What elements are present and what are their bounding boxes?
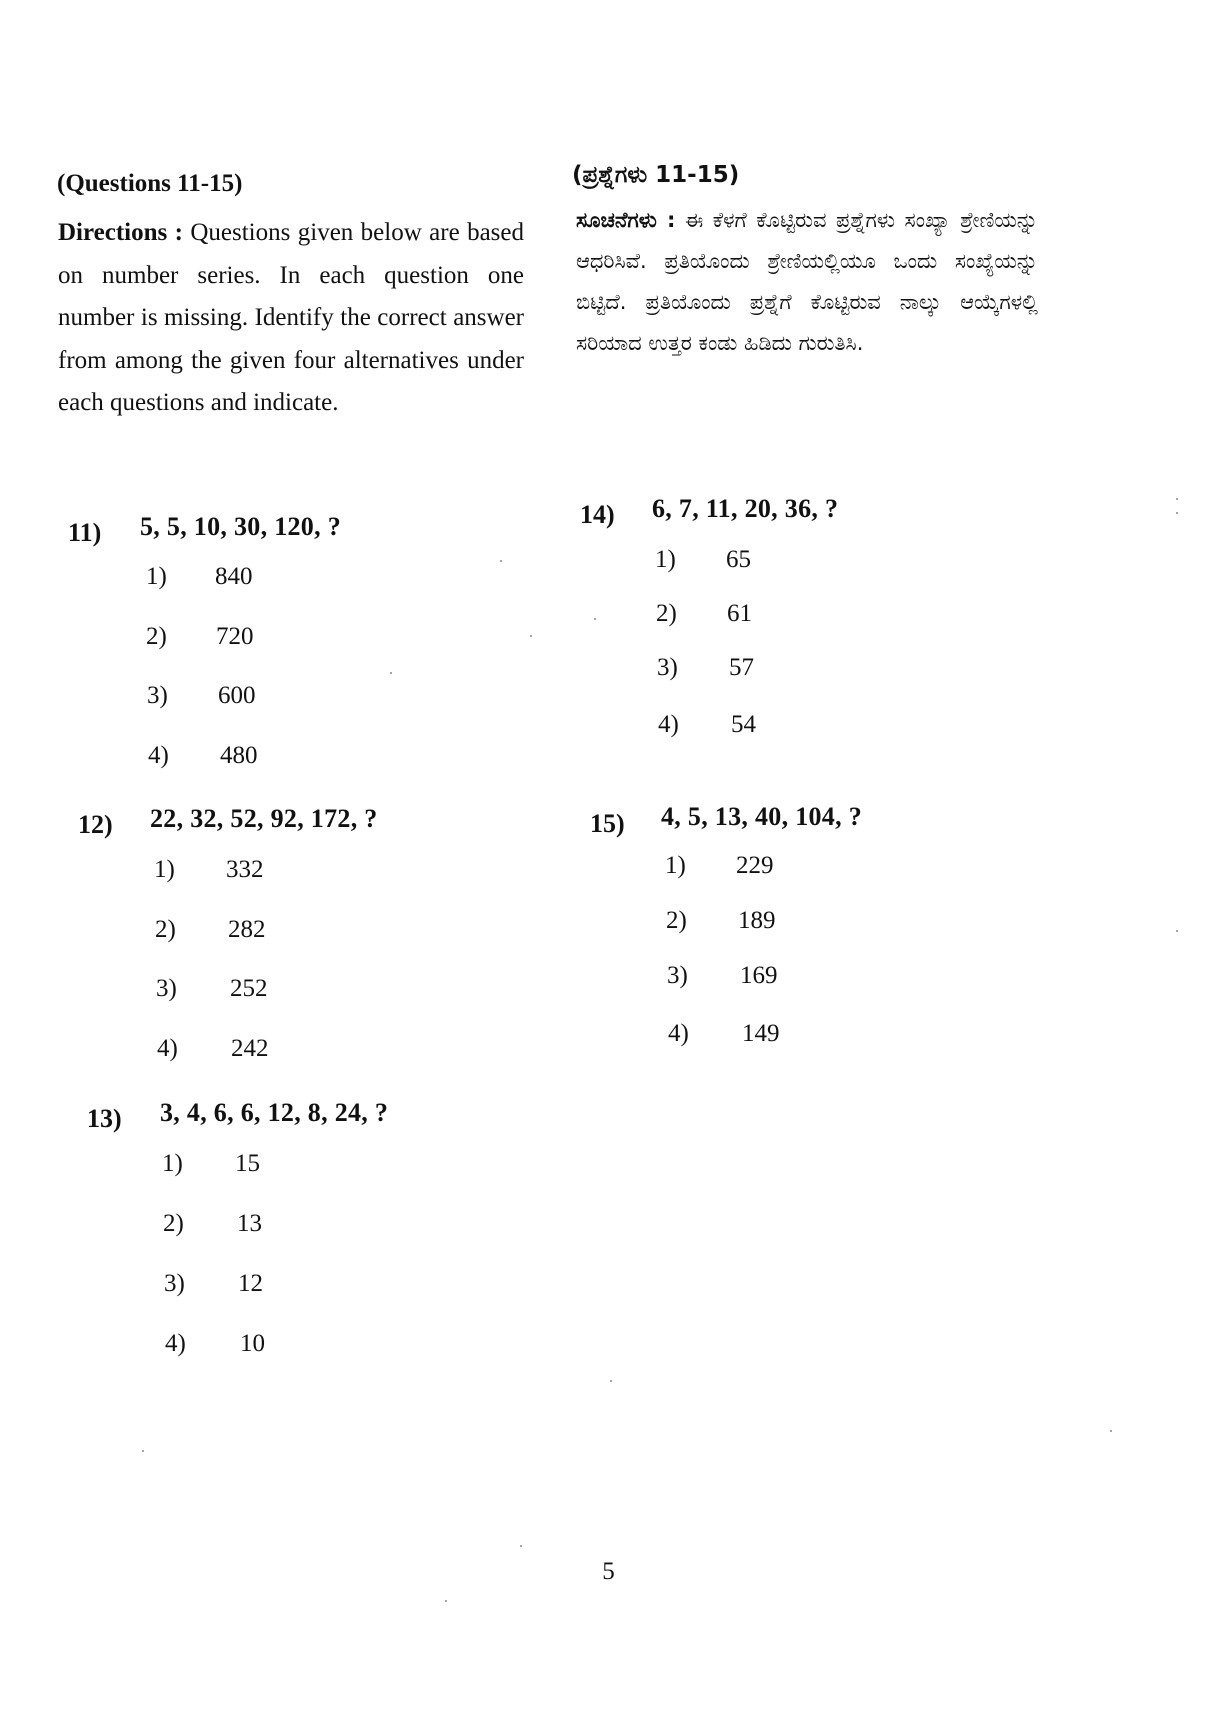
question-series: 3, 4, 6, 6, 12, 8, 24, ?	[160, 1098, 389, 1127]
scan-speck	[500, 560, 502, 562]
scan-speck	[594, 618, 596, 620]
option-value: 65	[726, 546, 751, 573]
scan-speck	[1176, 498, 1178, 500]
option-value: 720	[216, 623, 254, 650]
option-value: 252	[230, 975, 268, 1002]
kannada-directions-text: ಈ ಕೆಳಗೆ ಕೊಟ್ಟಿರುವ ಪ್ರಶ್ನೆಗಳು ಸಂಖ್ಯಾ ಶ್ರೇಣಿಯನ್ನು ಆಧರಿಸಿವೆ. ಪ್ರತಿಯೊಂದು ಶ್ರೇಣಿಯಲ್ಲಿಯೂ ಒಂದು ಸಂಖ್ಯೆಯನ್ನು ಬಿಟ್ಟಿದೆ. ಪ್ರತಿಯೊಂದು ಪ್ರಶ್ನೆಗೆ ಕೊಟ್ಟಿರುವ ನಾಲ್ಕು ಆಯ್ಕೆಗಳಲ್ಲಿ ಸರಿಯಾದ ಉತ್ತರ ಕಂಡು ಹಿಡಿದು ಗುರುತಿಸಿ.	[576, 208, 1038, 355]
option-value: 169	[740, 962, 778, 989]
scan-speck	[445, 1600, 447, 1602]
question-number: 11)	[68, 518, 102, 547]
option-value: 10	[240, 1330, 265, 1357]
option-number: 1)	[655, 546, 676, 573]
option-number: 2)	[146, 623, 167, 650]
question-number: 13)	[87, 1104, 122, 1133]
option-number: 1)	[665, 852, 686, 879]
question-series: 22, 32, 52, 92, 172, ?	[150, 804, 378, 833]
option-value: 15	[235, 1150, 260, 1177]
option-number: 4)	[157, 1035, 178, 1062]
kannada-questions-heading: (ಪ್ರಶ್ನೆಗಳು 11-15)	[572, 162, 740, 188]
question-series: 5, 5, 10, 30, 120, ?	[140, 512, 341, 541]
kannada-directions-label: ಸೂಚನೆಗಳು :	[576, 208, 676, 232]
option-number: 3)	[156, 975, 177, 1002]
option-number: 3)	[667, 962, 688, 989]
option-value: 54	[731, 711, 756, 738]
kannada-directions-paragraph	[576, 200, 1038, 364]
option-number: 2)	[163, 1210, 184, 1237]
directions-text: Questions given below are based on number series. In each question one number is missing. Identify the correct answer from among the given four alternatives under each questions and indicate.	[58, 219, 524, 416]
option-value: 282	[228, 916, 266, 943]
scan-speck	[142, 1450, 144, 1452]
scan-speck	[610, 1380, 612, 1382]
option-number: 1)	[162, 1150, 183, 1177]
option-value: 12	[238, 1270, 263, 1297]
scan-speck	[1176, 930, 1178, 932]
option-value: 13	[237, 1210, 262, 1237]
question-number: 14)	[580, 500, 615, 529]
question-number: 12)	[78, 810, 113, 839]
option-value: 480	[220, 742, 258, 769]
option-number: 2)	[656, 600, 677, 627]
page-number: 5	[602, 1558, 615, 1585]
directions-paragraph	[58, 212, 524, 425]
option-number: 3)	[164, 1270, 185, 1297]
scan-speck	[520, 1545, 522, 1547]
option-value: 149	[742, 1020, 780, 1047]
question-series: 4, 5, 13, 40, 104, ?	[661, 802, 862, 831]
option-number: 1)	[154, 856, 175, 883]
option-number: 2)	[155, 916, 176, 943]
option-value: 600	[218, 682, 256, 709]
option-number: 4)	[148, 742, 169, 769]
option-number: 2)	[666, 907, 687, 934]
option-value: 242	[231, 1035, 269, 1062]
scan-speck	[1176, 512, 1178, 514]
option-number: 4)	[668, 1020, 689, 1047]
option-value: 61	[727, 600, 752, 627]
scan-speck	[1110, 1430, 1112, 1432]
questions-range-heading: (Questions 11-15)	[57, 170, 243, 197]
option-number: 4)	[658, 711, 679, 738]
option-value: 840	[215, 563, 253, 590]
question-number: 15)	[590, 809, 625, 838]
option-value: 57	[729, 654, 754, 681]
option-number: 1)	[146, 563, 167, 590]
option-value: 332	[226, 856, 264, 883]
option-number: 3)	[147, 682, 168, 709]
option-number: 3)	[657, 654, 678, 681]
question-series: 6, 7, 11, 20, 36, ?	[652, 494, 839, 523]
scan-speck	[530, 635, 532, 637]
scan-speck	[390, 672, 392, 674]
directions-label: Directions :	[58, 219, 183, 246]
option-number: 4)	[165, 1330, 186, 1357]
option-value: 189	[738, 907, 776, 934]
option-value: 229	[736, 852, 774, 879]
